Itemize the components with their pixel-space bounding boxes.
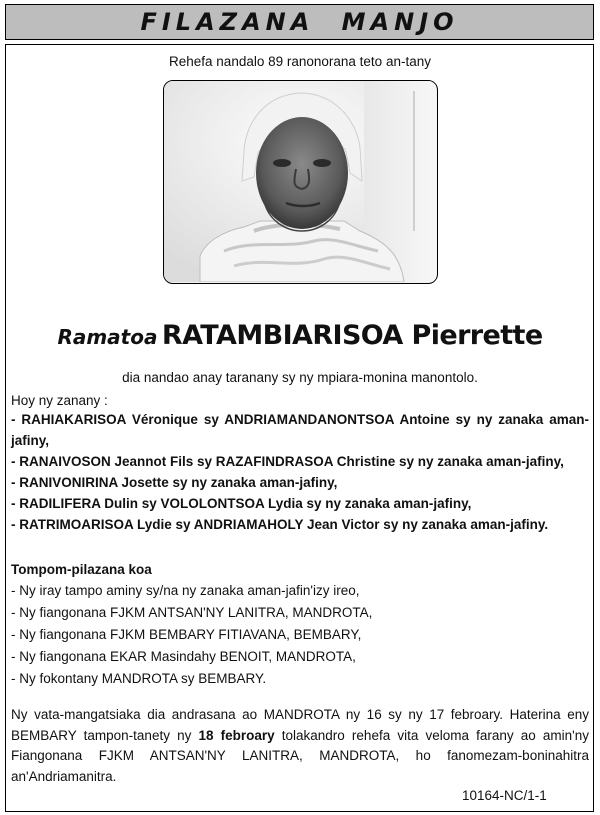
deceased-name (0, 320, 600, 351)
also-announcing-item: - Ny fiangonana FJKM ANTSAN'NY LANITRA, MANDROTA, (11, 605, 373, 620)
funeral-details-text: Ny vata-mangatsiaka dia andrasana ao MANDROTA ny 16 sy ny 17 febroary. Haterina eny BEMBARY tampon-tanety ny (11, 707, 589, 743)
also-announcing-item: - Ny fiangonana EKAR Masindahy BENOIT, MANDROTA, (11, 649, 356, 664)
deceased-title: Ramatoa (57, 325, 158, 349)
age-line: Rehefa nandalo 89 ranonorana teto an-tany (169, 54, 431, 69)
departure-line: dia nandao anay taranany sy ny mpiara-monina manontolo. (122, 370, 478, 385)
portrait-photo (163, 80, 438, 284)
also-announcing-item: - Ny iray tampo aminy sy/na ny zanaka aman-jafin'izy ireo, (11, 583, 360, 598)
children-intro: Hoy ny zanany : (11, 393, 108, 408)
also-announcing-list (11, 580, 589, 690)
children-list-item: - RANAIVOSON Jeannot Fils sy RAZAFINDRASOA Christine sy ny zanaka aman-jafiny, (11, 454, 564, 469)
also-announcing-item: - Ny fokontany MANDROTA sy BEMBARY. (11, 671, 267, 686)
funeral-details-text: tolakandro rehefa vita veloma farany ao amin'ny Fiangonana FJKM ANTSAN'NY LANITRA, MANDROTA, ho fanomezam-boninahitra an'Andriamanitra. (11, 727, 589, 784)
deceased-full-name: RATAMBIARISOA Pierrette (161, 320, 543, 351)
portrait-photo-image (164, 81, 436, 282)
reference-number: 10164-NC/1-1 (462, 788, 547, 803)
notice-header-title: FILAZANA MANJO (140, 8, 459, 36)
also-announcing-heading: Tompom-pilazana koa (11, 562, 152, 577)
also-announcing-item: - Ny fiangonana FJKM BEMBARY FITIAVANA, BEMBARY, (11, 627, 362, 642)
children-list-item: - RADILIFERA Dulin sy VOLOLONTSOA Lydia sy ny zanaka aman-jafiny, (11, 496, 472, 511)
funeral-details (11, 705, 589, 787)
children-list-item: - RANIVONIRINA Josette sy ny zanaka aman-jafiny, (11, 475, 338, 490)
burial-date: 18 febroary (198, 727, 275, 743)
notice-header (5, 4, 594, 40)
children-list-item: - RATRIMOARISOA Lydie sy ANDRIAMAHOLY Jean Victor sy ny zanaka aman-jafiny. (11, 517, 549, 532)
children-list (11, 409, 589, 535)
children-list-item: - RAHIAKARISOA Véronique sy ANDRIAMANDANONTSOA Antoine sy ny zanaka aman-jafiny, (11, 412, 589, 448)
